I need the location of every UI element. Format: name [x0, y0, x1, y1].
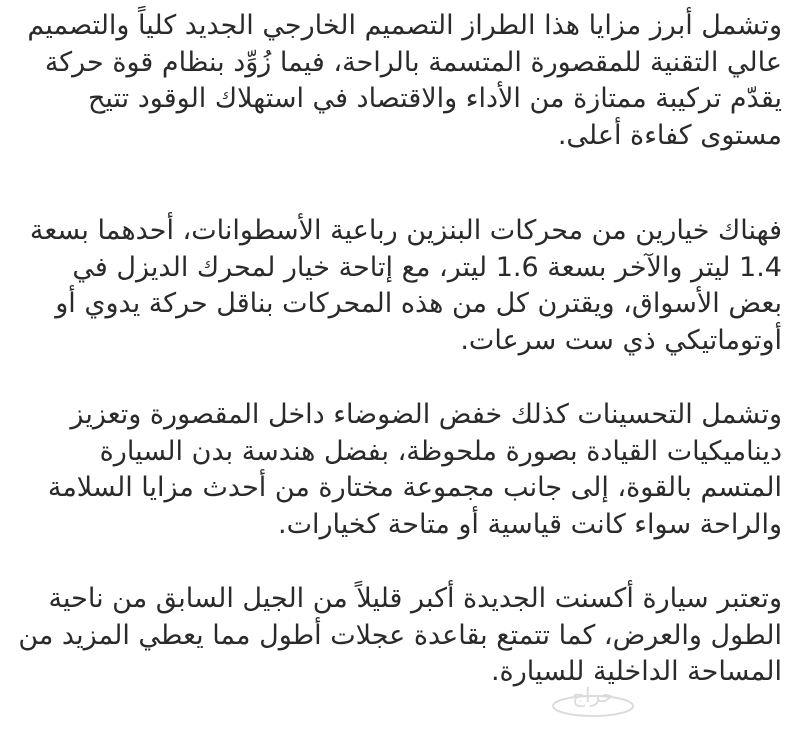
- watermark-logo: [548, 676, 638, 720]
- paragraph-design-features: وتشمل أبرز مزايا هذا الطراز التصميم الخارجي الجديد كلياً والتصميم عالي التقنية للمقصورة المتسمة بالراحة، فيما زُوِّد بنظام قوة حركة يقدّم تركيبة ممتازة من الأداء والاقتصاد في استهلاك الوقود تتيح مستوى كفاءة أعلى.: [27, 10, 782, 151]
- watermark-text: حراج: [572, 683, 614, 707]
- paragraph-dimensions: وتعتبر سيارة أكسنت الجديدة أكبر قليلاً من الجيل السابق من ناحية الطول والعرض، كما تتمتع بقاعدة عجلات أطول مما يعطي المزيد من المساحة الداخلية للسيارة.: [18, 583, 782, 687]
- paragraph-engine-options: فهناك خيارين من محركات البنزين رباعية الأسطوانات، أحدهما بسعة 1.4 ليتر والآخر بسعة 1.6 ليتر، مع إتاحة خيار لمحرك الديزل في بعض الأسواق، ويقترن كل من هذه المحركات بناقل حركة يدوي أو أوتوماتيكي ذي ست سرعات.: [29, 215, 782, 356]
- paragraph-improvements: وتشمل التحسينات كذلك خفض الضوضاء داخل المقصورة وتعزيز ديناميكيات القيادة بصورة ملحوظة، بفضل هندسة بدن السيارة المتسم بالقوة، إلى جانب مجموعة مختارة من أحدث مزايا السلامة والراحة سواء كانت قياسية أو متاحة كخيارات.: [47, 399, 782, 540]
- article-body: [12, 0, 782, 691]
